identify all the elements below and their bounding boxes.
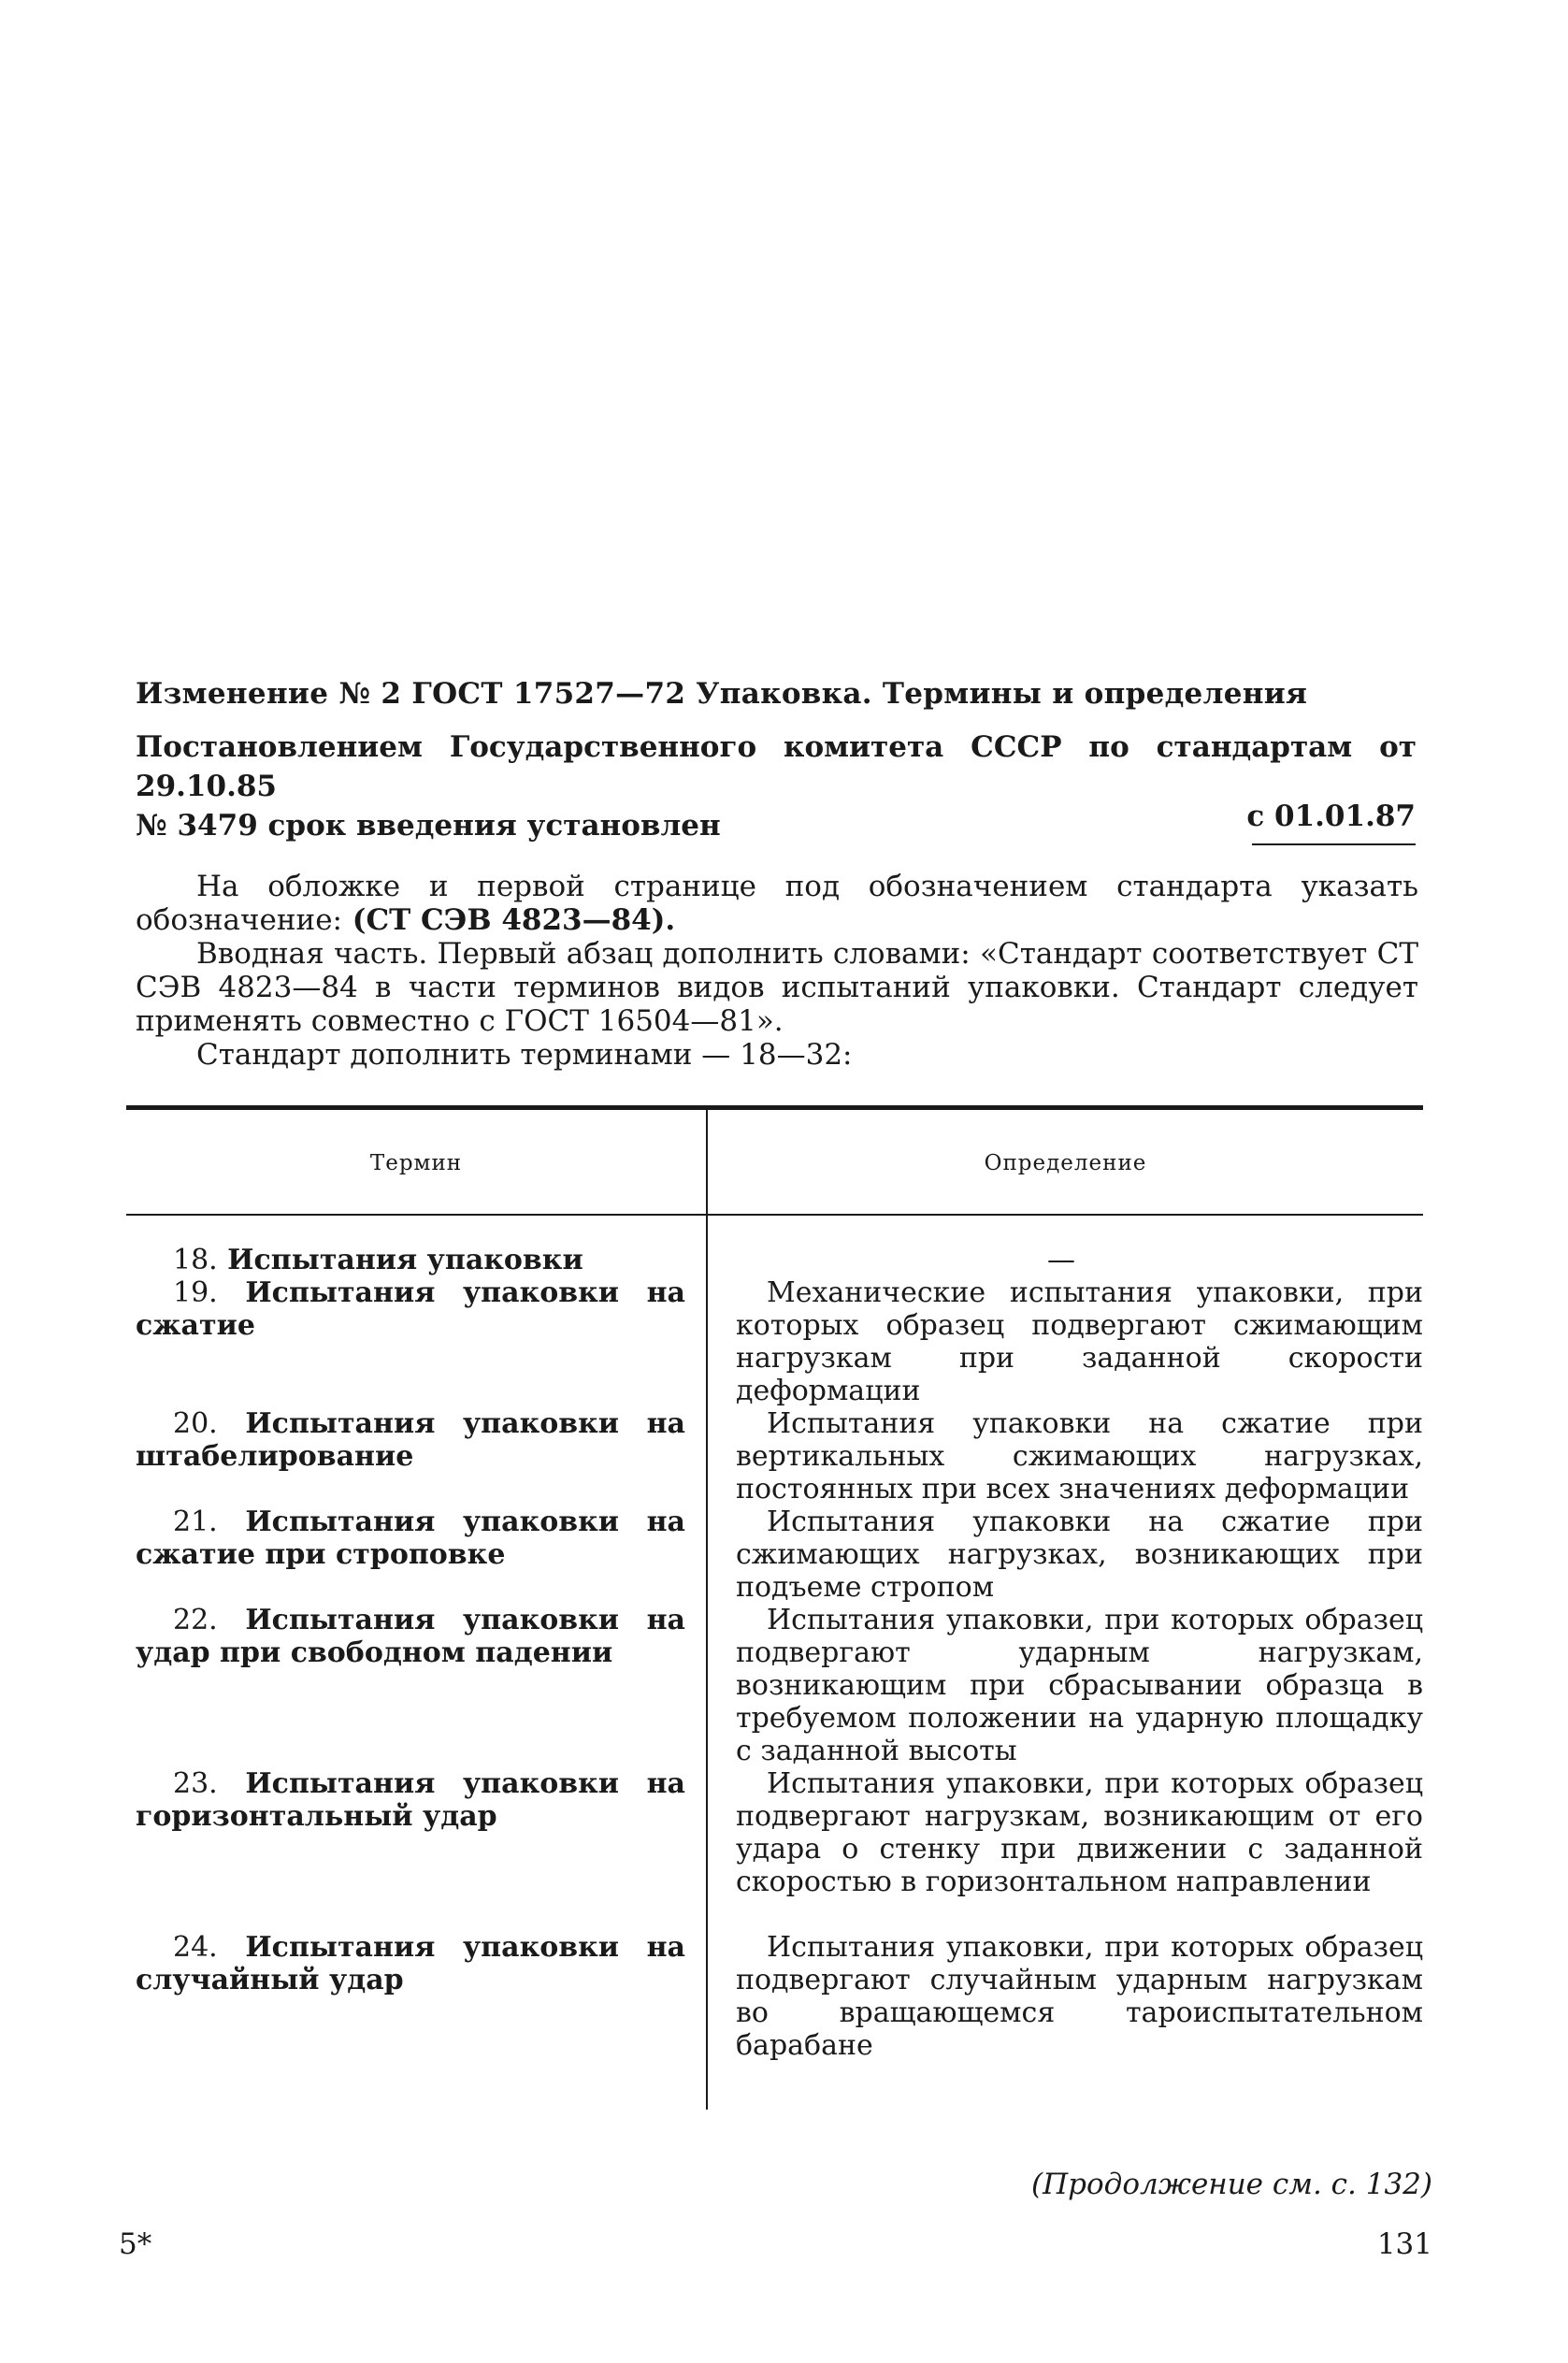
continuation-note: (Продолжение см. с. 132): [1031, 2168, 1432, 2201]
paragraph-cover-text: На обложке и первой странице под обозначением стандарта указать обозначение:: [136, 870, 1418, 937]
effective-date: с 01.01.87: [1246, 800, 1416, 833]
table-row-term: 20. Испытания упаковки на штабелирование: [136, 1407, 685, 1473]
decree-line-2: № 3479 срок введения установлен: [136, 809, 721, 843]
table-row-definition: Испытания упаковки на сжатие при вертикальных сжимающих нагрузках, постоянных при всех значениях деформации: [736, 1407, 1423, 1506]
paragraph-terms: Стандарт дополнить терминами — 18—32:: [196, 1038, 853, 1072]
date-underline: [1252, 843, 1416, 845]
table-header-rule: [126, 1214, 1423, 1216]
paragraph-cover-designation: (СТ СЭВ 4823—84).: [342, 903, 676, 937]
table-row-definition: Испытания упаковки, при которых образец подвергают случайным ударным нагрузкам во вращающемся тароиспытательном барабане: [736, 1931, 1423, 2062]
page-number: 131: [1376, 2227, 1432, 2261]
table-row-term: 19. Испытания упаковки на сжатие: [136, 1276, 685, 1342]
table-row-term: 22. Испытания упаковки на удар при свободном падении: [136, 1604, 685, 1669]
table-row-term: 18. Испытания упаковки: [173, 1244, 583, 1276]
table-row-term: 24. Испытания упаковки на случайный удар: [136, 1931, 685, 1996]
paragraph-intro: Вводная часть. Первый абзац дополнить словами: «Стандарт соответствует СТ СЭВ 4823—84 в части терминов видов испытаний упаковки. Стандарт следует применять совместно с ГОСТ 16504—81».: [136, 937, 1418, 1038]
decree-line-1: Постановлением Государственного комитета СССР по стандартам от 29.10.85: [136, 730, 1417, 803]
table-header-definition: Определение: [984, 1151, 1147, 1175]
paragraph-cover: [136, 870, 1418, 937]
table-row-definition: Испытания упаковки, при которых образец подвергают нагрузкам, возникающим от его удара о стенку при движении с заданной скоростью в горизонтальном направлении: [736, 1767, 1423, 1898]
table-top-rule: [126, 1105, 1423, 1110]
document-title: Изменение № 2 ГОСТ 17527—72 Упаковка. Термины и определения: [136, 677, 1308, 711]
table-row-definition: —: [1047, 1244, 1075, 1276]
body-text: [136, 870, 1418, 1072]
table-row-definition: Механические испытания упаковки, при которых образец подвергают сжимающим нагрузкам при заданной скорости деформации: [736, 1276, 1423, 1407]
table-row-term: 21. Испытания упаковки на сжатие при строповке: [136, 1506, 685, 1571]
table-row-definition: Испытания упаковки на сжатие при сжимающих нагрузках, возникающих при подъеме стропом: [736, 1506, 1423, 1604]
signature-mark: 5*: [119, 2227, 152, 2261]
table-row-term: 23. Испытания упаковки на горизонтальный удар: [136, 1767, 685, 1833]
table-header-term: Термин: [369, 1151, 463, 1175]
table-row-definition: Испытания упаковки, при которых образец подвергают ударным нагрузкам, возникающим при сбрасывании образца в требуемом положении на ударную площадку с заданной высоты: [736, 1604, 1423, 1767]
decree-text: [136, 728, 1417, 845]
